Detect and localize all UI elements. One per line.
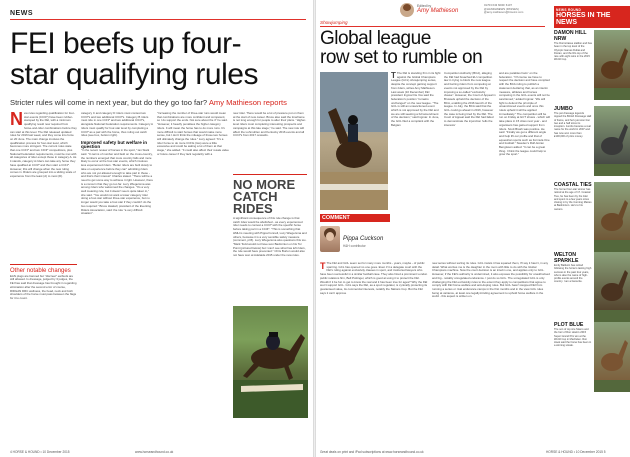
page-headline: [10, 28, 310, 90]
article-column-1: [10, 112, 77, 262]
article-column-3: [499, 72, 551, 260]
comment-drop-cap: T: [320, 262, 326, 271]
headline-line-1: Global league: [320, 28, 431, 49]
page-footer-url: www.horseandhound.co.uk: [135, 450, 174, 454]
horse-jumping-photo: [233, 306, 308, 418]
comment-text-1: The FEI and GCL seem set for many more months - years, maybe - of public sparring. GCL has opened no one goes. Even if it a delegate court with the FEI's ruling against exclusivity clauses in sport, and instructed lawyers who have been successful in a similar football case. They also hired a prominent London public relations firm, Bell Pottinger, which is good at using it to protect the FEI. Wouldn't it be fun to get to know the real and it has been true for ages? Why the FEI won't support GCL. GCL says the FEI, as a sport regulator, is cynically protecting its guaranteed value, its commercial interests, notably the Nations Cup. But the FEI says it can't approve: [320, 262, 428, 295]
catch-rides-box: [233, 174, 307, 307]
article-column-2: [81, 112, 153, 417]
columnist-name: Pippa Cuckson: [343, 236, 384, 242]
other-changes-box: [10, 264, 77, 407]
page-footer-right: HORSE & HOUND • 10 December 2015 5: [546, 450, 606, 454]
columnist-role: H&H contributor: [343, 244, 366, 248]
column-2-text: Competition Authority (BCA), alleging the FEI had breached EU competition law in trying to block the new league and barring riders from competing at events not approved by the FEI by imposing a so-called "exclusivity clause". However, the Court of Appeal in Brussels upheld the decision of the BCA, enabling the 2016 launch of the league. In July, the BCA said that the GCL could go ahead in 2016, however the case is being tried by the FEI. The Court of Appeal said the FEI had failed to demonstrate the injunction 'tells the interests': [444, 72, 496, 127]
comment-label: COMMENT: [320, 214, 390, 222]
sidebar-item: [554, 252, 628, 324]
article-column-1: [391, 72, 441, 222]
sidebar-item-text-block: [554, 252, 592, 322]
article-column-3: [157, 112, 229, 417]
comment-column-1: [320, 262, 428, 422]
sidebar-item-text: The former four-star winner has retired at the age of 17. Coastal Ties, he has been by his rider and spent to a few years since closing in by the Cunning Maries at Badminton. He's to his owners.: [554, 188, 592, 211]
column-1-text: ew rules regarding qualification for four-star events (CCI4*) have been rubber-stamped by the FEI, with a minimum qualifying result now required from horse-and-rider combinations before they can start at this level. The FEI released updated rules for 2016 last week, and they come into force on 20 June. The main change involves the qualification process for four-star level, which becomes more stringent. The current rules state that one CCI3* and two CIC3* competitions, plus National Federation requirements, must be met with all categories of rider except those in category A. As it stands, category A riders can take any horse they have qualified at CCI3* and then start a CCI4*. However, this will change when the new ruling comes in. Riders are grouped into a sliding scale of experience from the least (A) to most (D).: [10, 112, 77, 178]
page-footer-left: 4 HORSE & HOUND • 10 December 2015: [10, 450, 70, 454]
sidebar-item-text-block: [554, 106, 592, 176]
drop-cap: T: [391, 72, 396, 80]
sidebar-item-text-block: [554, 322, 592, 392]
section-label: Showjumping: [320, 20, 348, 25]
column-3-text: and are parables harm' on the federation. "Of course we have to respect the decision and have complied with the BCA ruling to publish a statement declaring that, as an interim measure, athletes and horses competing in the GCL events will not be sanctioned," added Ingmar. "We will fight to defend the principle of unsanctioned events and once this ruleis upheld it will be applied immediately." The competition will be run on Friday at GCT shows - which will take place in 15 cities next year - and organisers has gained support from riders. Scott Brash was positive. He said: "Finally we get a different angle and help lift our profile and that of equestrian sports such as Formula One and football." Sweden's Rolf-Göran Bengtsson added: "It can be a great thing. I think the league could help to grow the sport.": [499, 72, 550, 157]
drop-cap: N: [10, 112, 23, 129]
other-changes-title: Other notable changes: [10, 268, 71, 274]
sidebar-item-text: The Dornstrasse stallion and has been in the top level of the Olympic Games Dubai and Dorian, and the Rio top of the rare with eight wins in the 2015 World Cup.: [554, 42, 592, 62]
column-1-text: The FEI is standing firm in its fight against the Global Champions League (GCL) showjumping series, despite the concept gaining support from riders, writes Amy Mathieson. Last week (10 December) FEI president Ingmar De Vos said the federation's position "remains unchanged" on the new league. "The GCL is still an unsanctioned event which is not approved by the FEI and we are still seeking a full amendment of the decision," said Ingmar. In June, the GCL filed a complaint with the Belgian: [391, 72, 441, 127]
column-3-text: "Increasing the number of three-star runs would mean that combinations are more confident and competent, so I do support the ends. Not sure about the it" he said. "However, it heavily penalises the higher category riders. It will mean the horse has to do more runs. It's more difficult to start horses that would make more sense, but I don't think the mileage of those two horses will ultimately change the rules." Lucy agreed: "It's a rider horse to do more CCI3s (two) were a little excessive and could be asking a lot of them at that stage," she added. "It could also affect their resale value or future career if they lack regularity with a: [157, 112, 229, 156]
sidebar-item-text-block: [554, 182, 592, 252]
sidebar-item-title: JUMBO: [554, 106, 573, 112]
sidebar-item-photo: [594, 30, 630, 100]
byline-contact: 01703 643 6000/ 6107 @HANDHNEWS (PASSES) @amy.mathieson@timeinc.com: [484, 3, 524, 15]
sidebar-item-title: WELTON SPARKLE: [554, 252, 579, 264]
sidebar-item-title: PLOT BLUE: [554, 322, 584, 328]
sidebar-item: [554, 322, 628, 394]
sidebar-title: HORSES IN THE NEWS: [556, 12, 611, 27]
right-page: [316, 0, 630, 457]
sidebar-item-title: DAMON HILL NRW: [554, 30, 587, 42]
sidebar-item: [554, 182, 628, 254]
left-page: [0, 0, 314, 457]
byline-name: Amy Mathieson: [417, 8, 459, 14]
article-column-2: [444, 72, 496, 222]
sidebar-item-text-block: [554, 30, 592, 100]
column-2-text: category C and category D riders must contest two CCI3*s and two additional CIC3*s. Category B riders must ride in one CCI3* and two additional CIC3*s, alongside National Federation requirements. Category A riders must qualify for four-star level by completing a CCI3* as a pair with the horse, thus ruling out catch rides (see box, bottom right).: [81, 112, 153, 138]
top-rule: [320, 26, 545, 27]
sidebar-kicker: NEWS ROUND: [556, 8, 582, 12]
horse-silhouette-icon: [233, 306, 308, 418]
standfirst: [10, 98, 306, 107]
sidebar-item-text: The pet dressage legends topped the British Dressage Hall of Fame, and he's just won four two and a half since its inception. Jumbo became a real name for the world in 2007 and has now won more than £100,000 of prize money.: [554, 112, 592, 139]
headline-line-2: row set to rumble on: [320, 47, 483, 68]
sidebar-item: [554, 106, 628, 178]
catch-rides-text: A significant consequence of this rule change is that catch rides would be abolished - as every experienced rider needs to contest a CCI3* with the specific horse before taking part in a CCI4*. "This is something that HMH is meeting with Pippa Funnell, Lucy Wiegersma and others, because it is a very sensible safety measure (comment, p15). Lucy Wiegersma also questions this too. "Mark Todd would not have won Badminton on his Tor Point (pictured below) but I can't see what has left riders, the rule would have prevented." Chris Burton would also not have won at Adelaide 2015 under the new rules.: [233, 216, 307, 258]
sidebar-item-text: The son of top sire Mauro and the heir of Ron Hoek's 2015 Super Grand Prix win at the World Cup in Mechelen. Ron Hoek said the horse has been in a winning streak.: [554, 328, 592, 348]
standfirst-text: Stricter rules will come in next year, but do they go too far?: [10, 98, 209, 107]
editor-avatar: [400, 3, 414, 17]
other-changes-text: EAN plugs are banned but "discreet" earbuds are still allowed. Is dressage, judged by 3 judges, the FEI has said that dressage has brought in regarding elimination after the second error of course, RIDGAN DRC wellness, the head, neck and both shoulders of the horse must pass between the flags for it to count.: [10, 273, 77, 300]
column-4-text: new rider. There would be a lot of pressure put on them at the start of new career. Bruce also said the timeframe is not long enough for people to alter their plans. "Higher-level riders must completing interesting prospects and campaigns at this late stage," he said. The new rule will affect the Luhmuhlen and Kentucky 2016 events and all CCI4*s from 2017 onwards.: [233, 112, 307, 138]
column-2-subhead: Improved safety but welfare in question: [81, 139, 148, 149]
sidebar-item-title: COASTAL TIES: [554, 182, 592, 188]
section-label: NEWS: [10, 10, 33, 17]
catch-rides-title: NO MORE CATCH RIDES: [233, 177, 296, 216]
page-footer-left: Great deals on print and iPad subscriptions at www.horseandhound.co.uk: [320, 450, 424, 454]
comment-text-2: new series without sorting its rules. GCL insists it has squared them, I'll say it hasn't, in any detail. What worries me is the daughter in the room with little to do with the Global Champions machine. Now the court decision is an interim one, and applies only to GCL. However, if the FEI's authority is undermined, it also exposes the possibility for unauthorised and big - notably unregulated endurance. I just do so GCL. The unregulated GCL is only challenging the FEI exclusivity rules to the extent they apply to competitions that agree to comply with FEI horse welfare and anti-doping rules. But GCL hasn't stopped FEI from running a series or rival endurance camps in the first months and in the view GCL rules being at variance, at least one legally-binding agreement to uphold horse welfare in the world - this aspect is written on.: [432, 262, 550, 299]
column-2-text-2: "In the recent review of horses in the sport," Ian Stark said. "In terms of number and fault on the cross-country, the numbers emerged that more country falls and more likely to occur at the four-star events, which involves less experienced riders. "Better riders are built slowly to take on experience before they can" admitting riders who are not yet allowed enough to take part in these - and that's their interest" Charles stated. "There will be a need to get some way to achieve it right. However, there is a concern that they go too far. Lucy Wiegersma was among riders who welcomed the changes. "It's a very well meaning rule, but it doesn't seem quite taken in," she said. "You would not want a lower category rider doing a four-star without three-star experience, but no longer would you take a four-star if they couldn't do the two required." Bruce Haskell, president of the Eventing Riders Association, said: the rule "a very difficult situation".: [81, 148, 153, 216]
rider-silhouette-icon: [320, 72, 388, 210]
sidebar-item: [554, 30, 628, 102]
standfirst-author: Amy Mathieson reports: [208, 98, 287, 107]
sidebar-item-text: Emily Baldwin has retired following the horse's lasting high success in the past four years, who is also the name of high-profile events around the country. I am a favourite.: [554, 264, 592, 284]
sidebar-item-photo: [594, 252, 630, 322]
columnist-photo: [320, 226, 340, 252]
headline-line-1: FEI beefs up four-: [10, 27, 242, 60]
page-headline: [320, 29, 550, 67]
sidebar-item-photo: [594, 106, 630, 176]
top-rule: [10, 19, 306, 20]
comment-column-2: [432, 262, 550, 422]
article-column-4: [233, 112, 307, 170]
sidebar-header: [554, 6, 630, 28]
sidebar-list: [554, 30, 630, 430]
headline-line-2: star qualifying rules: [10, 58, 258, 91]
byline-label: Edited by: [417, 4, 432, 8]
showjumper-photo: [320, 72, 388, 210]
sidebar-item-photo: [594, 322, 630, 392]
sidebar-item-photo: [594, 182, 630, 252]
